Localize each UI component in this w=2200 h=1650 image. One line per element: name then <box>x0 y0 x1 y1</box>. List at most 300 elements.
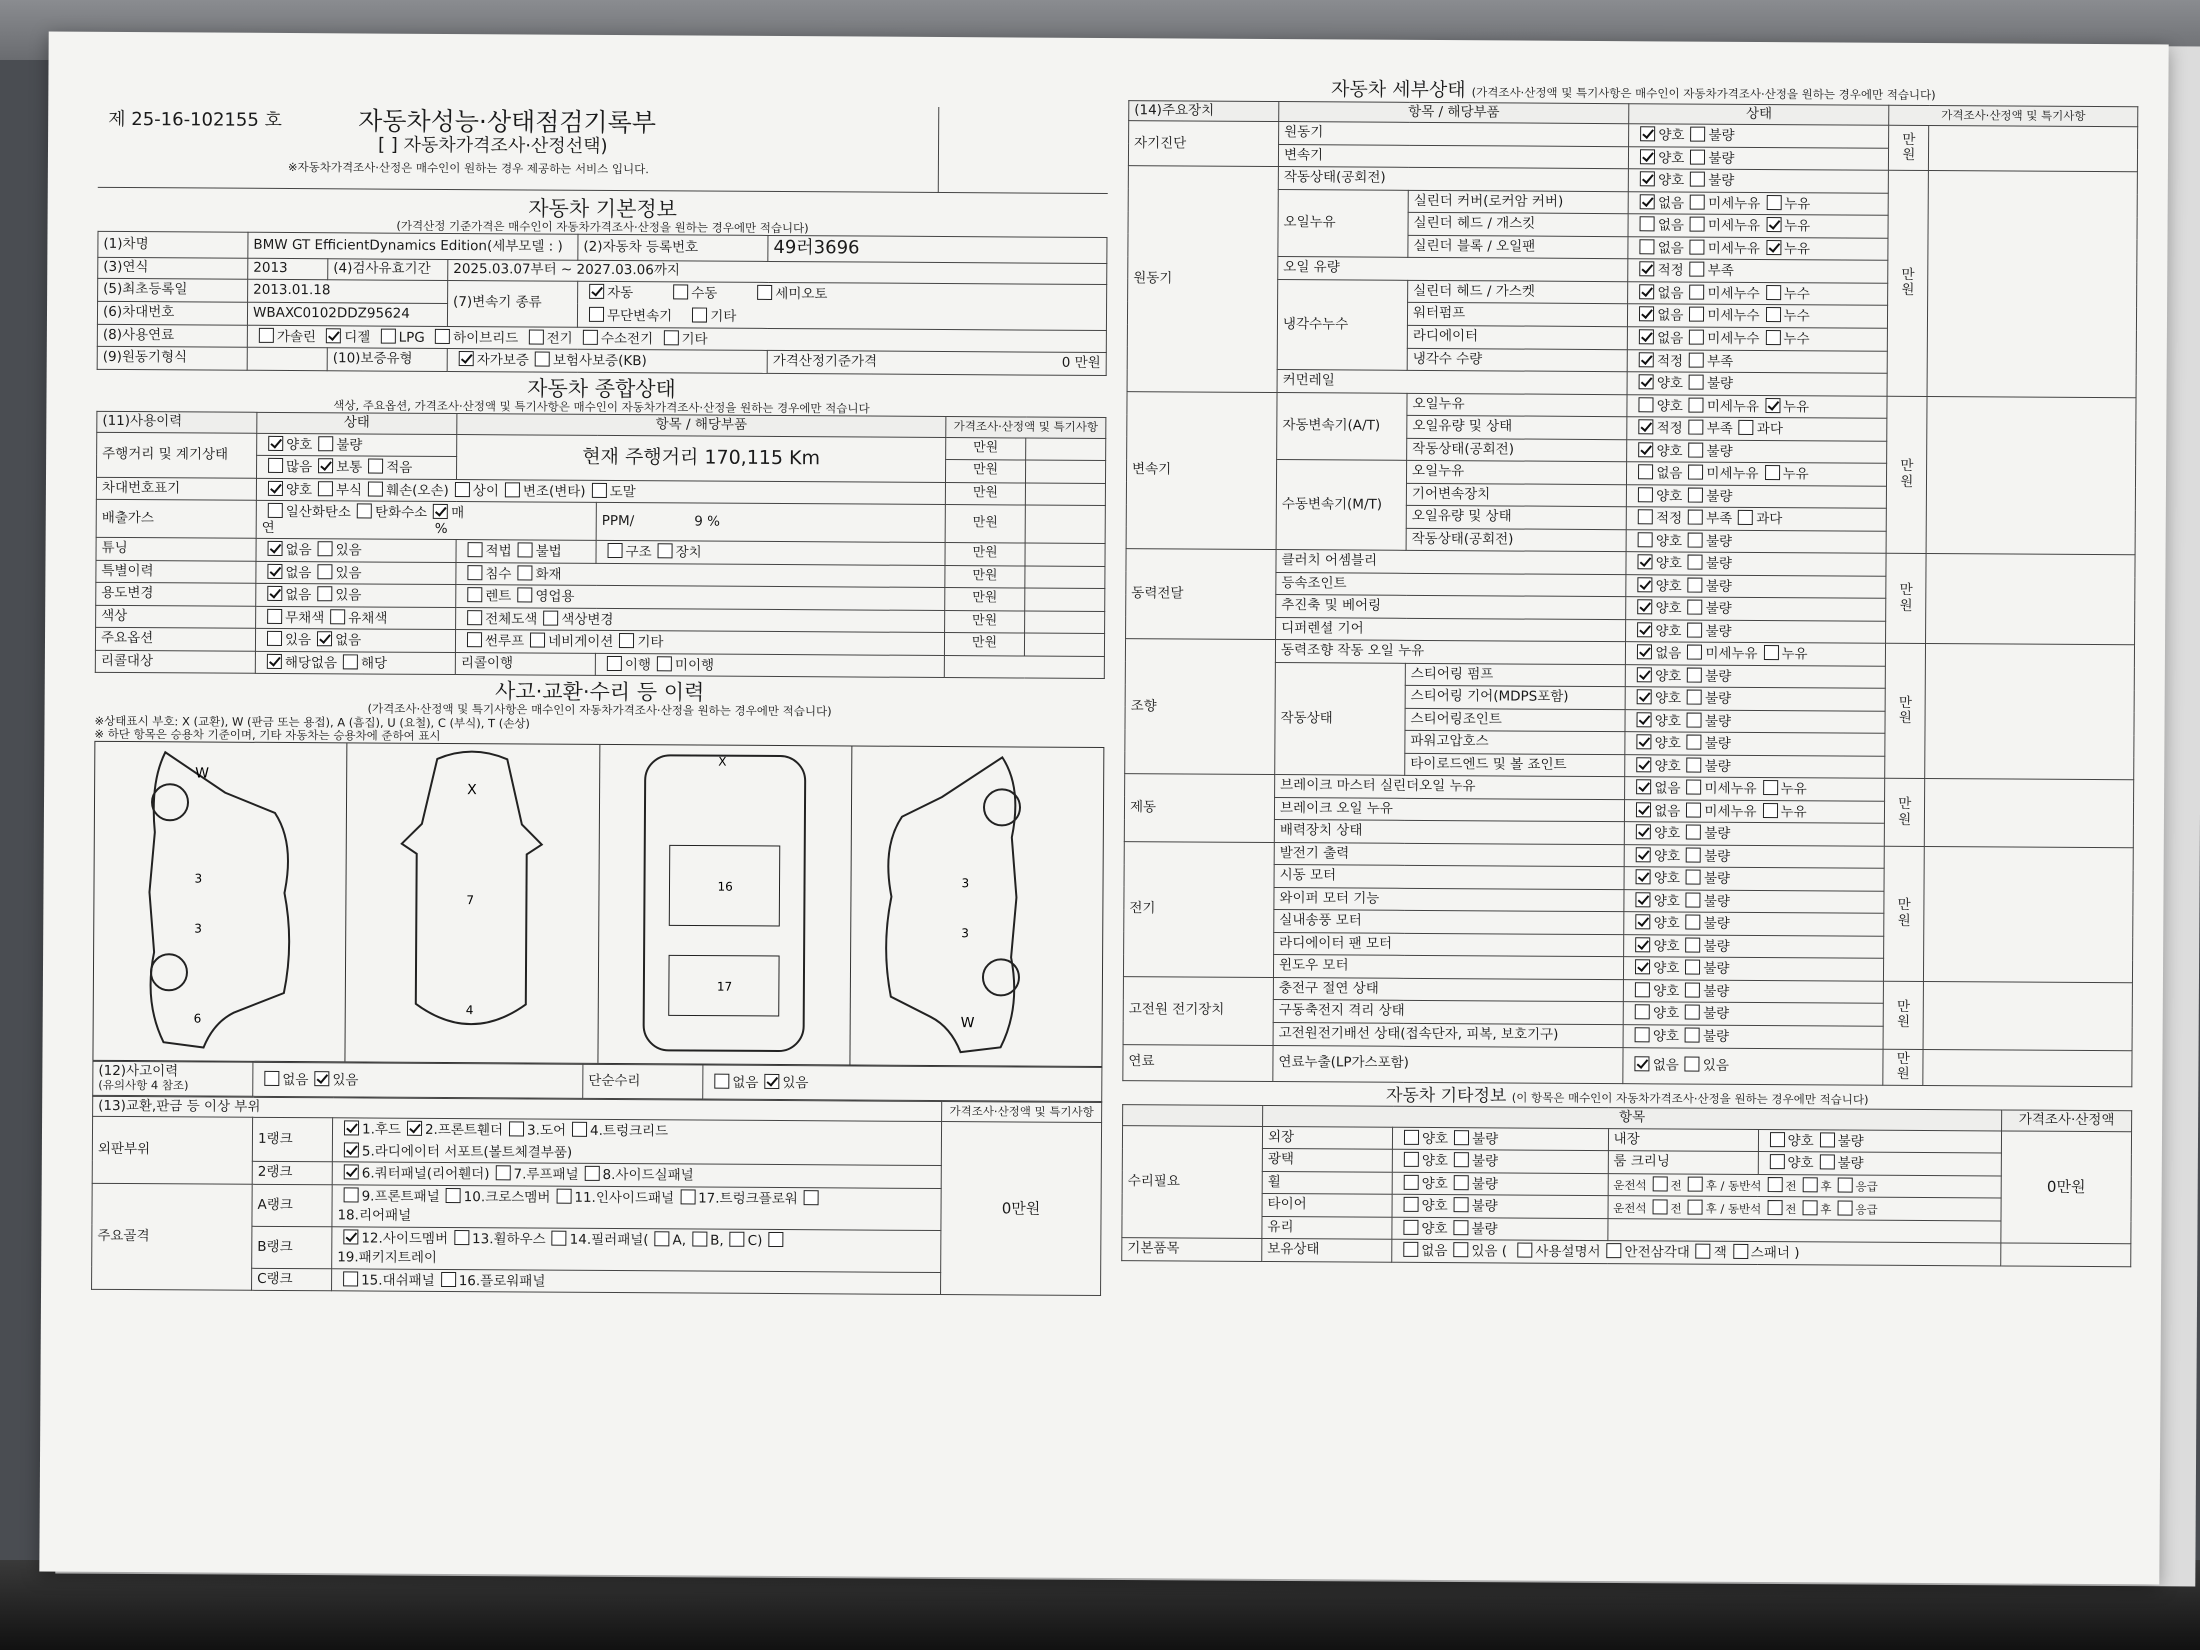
option: 불량 <box>1837 1155 1864 1172</box>
checkbox[interactable] <box>1733 1244 1748 1259</box>
status <box>596 540 945 565</box>
checkbox[interactable] <box>1404 1129 1419 1144</box>
checkbox[interactable] <box>1687 735 1702 750</box>
checkbox[interactable] <box>381 328 396 343</box>
checkbox[interactable] <box>1638 577 1653 592</box>
checkbox[interactable] <box>1688 555 1703 570</box>
checkbox[interactable] <box>1639 397 1654 412</box>
checkbox[interactable] <box>1686 937 1701 952</box>
checkbox[interactable] <box>1454 1197 1469 1212</box>
checkbox[interactable] <box>1763 780 1778 795</box>
item: 브레이크 마스터 실린더오일 누유 <box>1275 775 1625 800</box>
checkbox[interactable] <box>314 1071 329 1086</box>
checkbox[interactable] <box>467 587 482 602</box>
checkbox[interactable] <box>1635 982 1650 997</box>
part: 19.패키지트레이 <box>337 1249 438 1267</box>
checkbox[interactable] <box>658 543 673 558</box>
checkbox[interactable] <box>1688 600 1703 615</box>
checkbox[interactable] <box>1636 780 1651 795</box>
checkbox[interactable] <box>1686 802 1701 817</box>
checkbox[interactable] <box>268 435 283 450</box>
checkbox[interactable] <box>1688 465 1703 480</box>
checkbox[interactable] <box>1635 1056 1650 1071</box>
status <box>1628 304 1888 328</box>
checkbox[interactable] <box>468 542 483 557</box>
col-header: 가격조사·산정액 및 특기사항 <box>1889 105 2138 127</box>
checkbox[interactable] <box>1639 419 1654 434</box>
checkbox[interactable] <box>1635 937 1650 952</box>
checkbox[interactable] <box>267 654 282 669</box>
checkbox[interactable] <box>1763 803 1778 818</box>
checkbox[interactable] <box>517 588 532 603</box>
checkbox[interactable] <box>572 1122 587 1137</box>
checkbox[interactable] <box>1685 983 1700 998</box>
checkbox[interactable] <box>259 327 274 342</box>
checkbox[interactable] <box>1765 465 1780 480</box>
option: 사용설명서 <box>1535 1243 1601 1261</box>
checkbox[interactable] <box>318 458 333 473</box>
checkbox[interactable] <box>1639 352 1654 367</box>
value: 9 % <box>694 513 720 530</box>
checkbox[interactable] <box>1636 892 1651 907</box>
checkbox[interactable] <box>1639 284 1654 299</box>
option: 색상변경 <box>561 611 614 628</box>
checkbox[interactable] <box>467 610 482 625</box>
item: 와이퍼 모터 기능 <box>1274 887 1624 912</box>
checkbox[interactable] <box>509 1122 524 1137</box>
checkbox[interactable] <box>692 1231 707 1246</box>
item: 배력장치 상태 <box>1274 820 1624 845</box>
checkbox[interactable] <box>446 1188 461 1203</box>
checkbox[interactable] <box>1639 374 1654 389</box>
checkbox[interactable] <box>1404 1174 1419 1189</box>
checkbox[interactable] <box>1404 1197 1419 1212</box>
option: 수동 <box>691 285 718 302</box>
label: (3)연식 <box>98 257 248 278</box>
checkbox[interactable] <box>692 308 707 323</box>
checkbox[interactable] <box>1766 240 1781 255</box>
option: 불량 <box>1705 555 1733 572</box>
option: 후 <box>1705 1178 1717 1194</box>
checkbox[interactable] <box>1687 712 1702 727</box>
checkbox[interactable] <box>673 284 688 299</box>
checkbox[interactable] <box>1637 667 1652 682</box>
status <box>255 651 455 675</box>
option: 무채색 <box>285 609 325 626</box>
checkbox[interactable] <box>1637 690 1652 705</box>
checkbox[interactable] <box>1638 554 1653 569</box>
checkbox[interactable] <box>1690 262 1705 277</box>
checkbox[interactable] <box>518 542 533 557</box>
checkbox[interactable] <box>529 329 544 344</box>
col-header: 상태 <box>257 412 457 434</box>
unit: 만원 <box>945 565 1025 588</box>
option: 해당 <box>360 655 388 672</box>
checkbox[interactable] <box>267 609 282 624</box>
option: 기타 <box>710 308 737 325</box>
label: (1)차명 <box>98 232 248 259</box>
unit <box>1889 126 1929 171</box>
option: 양호 <box>1421 1220 1448 1237</box>
checkbox[interactable] <box>317 586 332 601</box>
checkbox[interactable] <box>1819 1154 1834 1169</box>
checkbox[interactable] <box>1820 1132 1835 1147</box>
checkbox[interactable] <box>1686 847 1701 862</box>
checkbox[interactable] <box>1635 960 1650 975</box>
checkbox[interactable] <box>1689 375 1704 390</box>
checkbox[interactable] <box>1690 217 1705 232</box>
checkbox[interactable] <box>1636 847 1651 862</box>
checkbox[interactable] <box>1453 1220 1468 1235</box>
checkbox[interactable] <box>619 633 634 648</box>
checkbox[interactable] <box>1690 172 1705 187</box>
checkbox[interactable] <box>267 586 282 601</box>
checkbox[interactable] <box>1453 1242 1468 1257</box>
checkbox[interactable] <box>318 481 333 496</box>
checkbox[interactable] <box>1638 464 1653 479</box>
checkbox[interactable] <box>344 1187 359 1202</box>
option: 불량 <box>1704 826 1731 843</box>
checkbox[interactable] <box>1770 1132 1785 1147</box>
option: 없음 <box>285 587 312 604</box>
option: 없음 <box>1652 1057 1679 1074</box>
checkbox[interactable] <box>1635 1027 1650 1042</box>
option: 불량 <box>1705 690 1732 708</box>
status <box>1625 822 1885 846</box>
checkbox[interactable] <box>368 459 383 474</box>
checkbox[interactable] <box>1687 622 1702 637</box>
checkbox[interactable] <box>454 1230 469 1245</box>
row-label: 색상 <box>96 605 256 628</box>
option: 양호 <box>1787 1132 1814 1149</box>
option: 양호 <box>1421 1175 1448 1192</box>
parts-list <box>332 1227 941 1273</box>
checkbox[interactable] <box>1637 712 1652 727</box>
checkbox[interactable] <box>1688 487 1703 502</box>
checkbox[interactable] <box>318 541 333 556</box>
checkbox[interactable] <box>1739 420 1754 435</box>
checkbox[interactable] <box>663 330 678 345</box>
checkbox[interactable] <box>556 1188 571 1203</box>
checkbox[interactable] <box>1687 645 1702 660</box>
checkbox[interactable] <box>655 1231 670 1246</box>
checkbox[interactable] <box>1689 397 1704 412</box>
checkbox[interactable] <box>317 564 332 579</box>
item: 실린더 헤드 / 가스켓 <box>1408 280 1628 304</box>
checkbox[interactable] <box>1636 915 1651 930</box>
checkbox[interactable] <box>1403 1219 1418 1234</box>
car-side-icon <box>850 746 1102 1066</box>
part: 15.대쉬패널 <box>361 1272 435 1289</box>
checkbox[interactable] <box>1639 329 1654 344</box>
checkbox[interactable] <box>585 1166 600 1181</box>
checkbox[interactable] <box>343 654 358 669</box>
checkbox[interactable] <box>343 1229 358 1244</box>
label: (6)차대번호 <box>97 301 247 325</box>
checkbox[interactable] <box>1766 308 1781 323</box>
checkbox[interactable] <box>1640 127 1655 142</box>
status <box>1628 327 1888 351</box>
checkbox[interactable] <box>267 563 282 578</box>
checkbox[interactable] <box>1638 532 1653 547</box>
checkbox[interactable] <box>530 633 545 648</box>
item: 보유상태 <box>1262 1239 1392 1262</box>
checkbox[interactable] <box>1685 1028 1700 1043</box>
checkbox[interactable] <box>317 631 332 646</box>
checkbox[interactable] <box>589 307 604 322</box>
checkbox[interactable] <box>1637 735 1652 750</box>
checkbox[interactable] <box>1686 825 1701 840</box>
checkbox[interactable] <box>441 1272 456 1287</box>
option: 불량 <box>1706 375 1734 392</box>
checkbox[interactable] <box>1454 1130 1469 1145</box>
model-year: 2013 <box>248 258 328 279</box>
part: 9.프론트패널 <box>361 1188 440 1205</box>
checkbox[interactable] <box>1638 487 1653 502</box>
checkbox[interactable] <box>1640 149 1655 164</box>
option: 자가보증 <box>476 352 529 369</box>
checkbox[interactable] <box>433 504 448 519</box>
unit: 만원 <box>944 633 1024 656</box>
checkbox[interactable] <box>1690 149 1705 164</box>
checkbox[interactable] <box>467 632 482 647</box>
checkbox[interactable] <box>1638 509 1653 524</box>
checkbox[interactable] <box>1802 1200 1817 1215</box>
status <box>257 455 457 479</box>
option: 미세누수 <box>1707 308 1760 325</box>
overall-table <box>95 411 1107 679</box>
part: 3.도어 <box>527 1122 567 1139</box>
checkbox[interactable] <box>607 656 622 671</box>
checkbox[interactable] <box>714 1073 729 1088</box>
status <box>1626 642 1886 666</box>
checkbox[interactable] <box>1686 870 1701 885</box>
checkbox[interactable] <box>764 1074 779 1089</box>
checkbox[interactable] <box>1640 239 1655 254</box>
checkbox[interactable] <box>407 1121 422 1136</box>
checkbox[interactable] <box>467 565 482 580</box>
option: 기타 <box>637 634 664 651</box>
unit: 만원 <box>945 505 1025 544</box>
heading-note: (이 항목은 매수인이 자동차가격조사·산정을 원하는 경우에만 적습니다) <box>1511 1090 1869 1107</box>
checkbox[interactable] <box>455 482 470 497</box>
checkbox[interactable] <box>543 610 558 625</box>
item: 실내송풍 모터 <box>1274 910 1624 935</box>
first-reg-date: 2013.01.18 <box>248 279 448 303</box>
part: 5.라디에이터 서포트(볼트체결부품) <box>361 1143 573 1161</box>
checkbox[interactable] <box>343 1271 358 1286</box>
checkbox[interactable] <box>608 543 623 558</box>
col-header: 가격조사·산정액 및 특기사항 <box>942 1101 1102 1122</box>
checkbox[interactable] <box>268 458 283 473</box>
checkbox[interactable] <box>495 1166 510 1181</box>
checkbox[interactable] <box>344 1121 359 1136</box>
checkbox[interactable] <box>1637 644 1652 659</box>
checkbox[interactable] <box>1640 172 1655 187</box>
status <box>256 538 456 562</box>
checkbox[interactable] <box>535 352 550 367</box>
option: 없음 <box>732 1074 759 1091</box>
checkbox[interactable] <box>1690 240 1705 255</box>
checkbox[interactable] <box>1454 1175 1469 1190</box>
checkbox[interactable] <box>1838 1178 1853 1193</box>
checkbox[interactable] <box>1454 1152 1469 1167</box>
checkbox[interactable] <box>1685 960 1700 975</box>
checkbox[interactable] <box>589 283 604 298</box>
checkbox[interactable] <box>1769 1154 1784 1169</box>
checkbox[interactable] <box>757 284 772 299</box>
status <box>1392 1194 1608 1218</box>
checkbox[interactable] <box>1687 757 1702 772</box>
checkbox[interactable] <box>1802 1178 1817 1193</box>
checkbox[interactable] <box>1640 217 1655 232</box>
accident-note: (가격조사·산정액 및 특기사항은 매수인이 자동차가격조사·산정을 원하는 경우에만 적습니다) <box>367 701 832 719</box>
checkbox[interactable] <box>1767 1200 1782 1215</box>
option: 미세누유 <box>1704 780 1757 798</box>
option: 없음 <box>285 564 312 581</box>
checkbox[interactable] <box>1688 1199 1703 1214</box>
checkbox[interactable] <box>267 631 282 646</box>
checkbox[interactable] <box>768 1232 783 1247</box>
checkbox[interactable] <box>1685 1005 1700 1020</box>
status <box>456 540 596 563</box>
checkbox[interactable] <box>1766 285 1781 300</box>
checkbox[interactable] <box>1685 1057 1700 1072</box>
checkbox[interactable] <box>1640 262 1655 277</box>
sub-label: 작동상태 <box>1275 662 1406 775</box>
checkbox[interactable] <box>459 351 474 366</box>
checkbox[interactable] <box>1689 307 1704 322</box>
option: 누수 <box>1783 331 1810 348</box>
option: 양호 <box>1656 442 1683 460</box>
checkbox[interactable] <box>1688 532 1703 547</box>
checkbox[interactable] <box>1687 690 1702 705</box>
checkbox[interactable] <box>318 436 333 451</box>
option: 양호 <box>1653 893 1680 910</box>
checkbox[interactable] <box>1767 1177 1782 1192</box>
option: 매연 <box>261 505 465 536</box>
checkbox[interactable] <box>1766 217 1781 232</box>
option: 누유 <box>1780 781 1807 798</box>
checkbox[interactable] <box>1686 780 1701 795</box>
checkbox[interactable] <box>730 1232 745 1247</box>
checkbox[interactable] <box>1636 825 1651 840</box>
checkbox[interactable] <box>1640 194 1655 209</box>
checkbox[interactable] <box>1637 599 1652 614</box>
checkbox[interactable] <box>344 1142 359 1157</box>
checkbox[interactable] <box>330 609 345 624</box>
checkbox[interactable] <box>1696 1244 1711 1259</box>
checkbox[interactable] <box>1689 442 1704 457</box>
checkbox[interactable] <box>1636 802 1651 817</box>
checkbox[interactable] <box>1404 1152 1419 1167</box>
checkbox[interactable] <box>552 1230 567 1245</box>
status <box>255 628 455 652</box>
checkbox[interactable] <box>1689 330 1704 345</box>
checkbox[interactable] <box>1689 420 1704 435</box>
checkbox[interactable] <box>1686 915 1701 930</box>
option: 전체도색 <box>485 610 538 628</box>
checkbox[interactable] <box>264 1070 279 1085</box>
checkbox[interactable] <box>1738 510 1753 525</box>
option: 썬루프 <box>484 633 525 650</box>
checkbox[interactable] <box>1837 1200 1852 1215</box>
label: (2)자동차 등록번호 <box>578 235 768 262</box>
checkbox[interactable] <box>1690 194 1705 209</box>
checkbox[interactable] <box>505 482 520 497</box>
status <box>1629 169 1889 193</box>
checkbox[interactable] <box>368 481 383 496</box>
option: 적법 <box>485 543 512 560</box>
checkbox[interactable] <box>1765 330 1780 345</box>
checkbox[interactable] <box>1638 442 1653 457</box>
checkbox[interactable] <box>592 482 607 497</box>
checkbox[interactable] <box>1689 352 1704 367</box>
option: 없음 <box>1657 240 1684 257</box>
checkbox[interactable] <box>1688 1177 1703 1192</box>
checkbox[interactable] <box>357 503 372 518</box>
checkbox[interactable] <box>517 565 532 580</box>
status <box>256 583 456 607</box>
checkbox[interactable] <box>1688 510 1703 525</box>
checkbox[interactable] <box>435 328 450 343</box>
status <box>1627 394 1887 418</box>
checkbox[interactable] <box>268 541 283 556</box>
left-page <box>91 102 1108 1296</box>
checkbox[interactable] <box>268 480 283 495</box>
checkbox[interactable] <box>583 329 598 344</box>
status <box>253 1062 583 1098</box>
checkbox[interactable] <box>1517 1243 1532 1258</box>
status <box>1624 912 1884 936</box>
checkbox[interactable] <box>1763 645 1778 660</box>
checkbox[interactable] <box>344 1165 359 1180</box>
status <box>1627 462 1887 486</box>
checkbox[interactable] <box>1403 1242 1418 1257</box>
option: 양호 <box>1653 848 1681 865</box>
checkbox[interactable] <box>1607 1243 1622 1258</box>
checkbox[interactable] <box>1765 398 1780 413</box>
overall-heading: 자동차 종합상태 <box>527 376 676 402</box>
checkbox[interactable] <box>680 1189 695 1204</box>
checkbox[interactable] <box>1635 1005 1650 1020</box>
checkbox[interactable] <box>1653 1177 1668 1192</box>
heading-text: 자동차 세부상태 <box>1331 78 1466 102</box>
checkbox[interactable] <box>268 503 283 518</box>
status <box>1624 980 1884 1004</box>
checkbox[interactable] <box>1639 307 1654 322</box>
checkbox[interactable] <box>1690 285 1705 300</box>
checkbox[interactable] <box>657 656 672 671</box>
checkbox[interactable] <box>1686 892 1701 907</box>
option: 불량 <box>1706 443 1733 460</box>
label: 1랭크 <box>252 1118 332 1163</box>
checkbox[interactable] <box>1637 622 1652 637</box>
checkbox[interactable] <box>804 1190 819 1205</box>
checkbox[interactable] <box>1688 577 1703 592</box>
checkbox[interactable] <box>1687 667 1702 682</box>
unit: % <box>434 520 448 537</box>
checkbox[interactable] <box>1636 870 1651 885</box>
checkbox[interactable] <box>1766 195 1781 210</box>
option: 불량 <box>1472 1130 1499 1148</box>
row-label: 리콜대상 <box>95 650 255 673</box>
row-label: 튜닝 <box>96 537 256 560</box>
checkbox[interactable] <box>1652 1199 1667 1214</box>
checkbox[interactable] <box>326 328 341 343</box>
checkbox[interactable] <box>1637 757 1652 772</box>
checkbox[interactable] <box>1690 127 1705 142</box>
